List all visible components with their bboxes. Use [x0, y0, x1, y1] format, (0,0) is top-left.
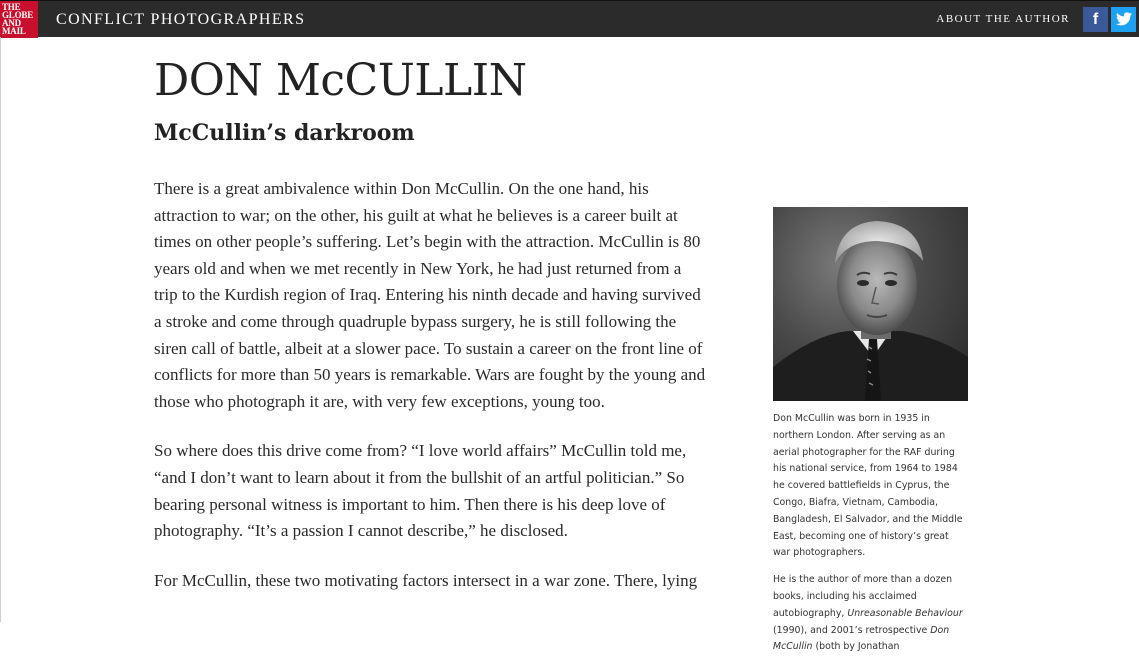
logo-line: AND	[2, 18, 21, 28]
article-body	[154, 176, 709, 617]
article-paragraph: For McCullin, these two motivating factors intersect in a war zone. There, lying	[154, 570, 698, 590]
book-title: Don McCullin	[773, 624, 950, 653]
twitter-bird-icon	[1116, 12, 1132, 26]
author-caption	[773, 411, 968, 656]
article-paragraph: There is a great ambivalence within Don McCullin. On the one hand, his attraction to war; on the other, his guilt at what he believes is a career built at times on other people’s suffering. Let’s begin with the attraction. McCullin is 80 years old and when we met recently in New York, he had just returned from a trip to the Kurdish region of Iraq. Entering his ninth decade and having survived a stroke and come through quadruple bypass surgery, he is still following the siren call of battle, albeit at a slower pace. To sustain a career on the front line of conflicts for more than 50 years is remarkable. Wars are fought by the young and those who photograph it are, with very few exceptions, young too.	[154, 179, 706, 411]
portrait-photo	[773, 207, 968, 401]
globe-and-mail-logo[interactable]	[0, 1, 38, 38]
facebook-icon[interactable]	[1083, 7, 1108, 32]
logo-line: GLOBE	[2, 10, 34, 20]
page-edge-rule	[0, 37, 1, 622]
caption-books	[773, 572, 968, 656]
twitter-icon[interactable]	[1111, 7, 1136, 32]
logo-line: MAIL	[2, 26, 26, 36]
book-title: Unreasonable Behaviour	[847, 607, 963, 619]
article-subtitle: McCullin’s darkroom	[154, 120, 415, 146]
caption-text: He is the author of more than a dozen books, including his acclaimed autobiography,	[773, 574, 953, 619]
logo-line: THE	[2, 2, 21, 12]
caption-text: (1990), and 2001’s retrospective	[773, 624, 931, 636]
series-title[interactable]: CONFLICT PHOTOGRAPHERS	[56, 11, 306, 28]
author-sidebar	[773, 207, 968, 666]
top-bar	[0, 0, 1139, 37]
facebook-glyph: f	[1092, 11, 1099, 28]
about-the-author-link[interactable]: ABOUT THE AUTHOR	[936, 13, 1070, 25]
caption-text: (both by Jonathan	[812, 641, 900, 653]
portrait-illustration	[773, 207, 968, 401]
caption-bio: Don McCullin was born in 1935 in northern London. After serving as an aerial photographer for the RAF during his national service, from 1964 to 1984 he covered battlefields in Cyprus, the Congo, Biafra, Vietnam, Cambodia, Bangladesh, El Salvador, and the Middle East, becoming one of history’s great war photographers.	[773, 413, 963, 559]
article-paragraph: So where does this drive come from? “I love world affairs” McCullin told me, “and I don’t want to learn about it from the bullshit of an artful politician.” So bearing personal witness is important to him. Then there is his deep love of photography. “It’s a passion I cannot describe,” he disclosed.	[154, 441, 687, 541]
page-title: DON McCULLIN	[154, 55, 527, 106]
